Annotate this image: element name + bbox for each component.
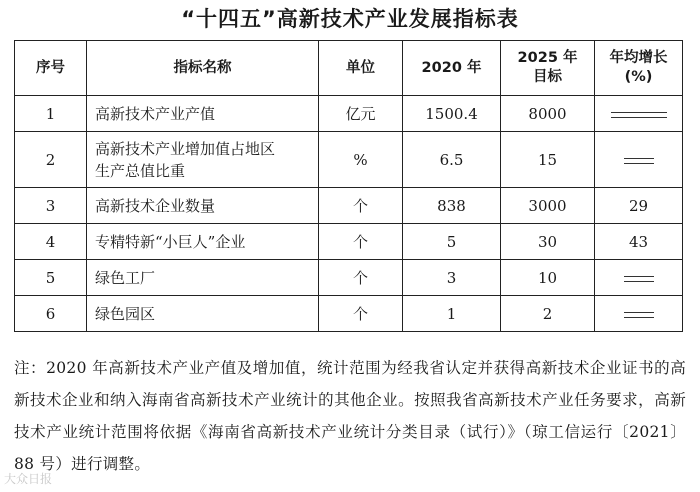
table-row bbox=[15, 132, 683, 188]
header-seq: 序号 bbox=[15, 41, 87, 96]
cell-growth: 29 bbox=[595, 188, 683, 224]
cell-unit: 个 bbox=[319, 260, 403, 296]
footnote: 注：2020 年高新技术产业产值及增加值，统计范围为经我省认定并获得高新技术企业证书的高新技术企业和纳入海南省高新技术产业统计的其他企业。按照我省高新技术产业任务要求，高新技术产业统计范围将依据《海南省高新技术产业统计分类目录（试行）》（琼工信运行〔2021〕88 号）进行调整。 bbox=[14, 359, 686, 473]
indicator-table bbox=[14, 40, 683, 332]
cell-unit: % bbox=[319, 132, 403, 188]
dash-mark bbox=[624, 312, 654, 318]
cell-seq: 4 bbox=[15, 224, 87, 260]
header-2025-line1: 2025 年 bbox=[517, 50, 578, 66]
cell-name: 专精特新“小巨人”企业 bbox=[87, 224, 319, 260]
cell-unit: 个 bbox=[319, 188, 403, 224]
cell-growth bbox=[595, 296, 683, 332]
cell-name: 高新技术企业数量 bbox=[87, 188, 319, 224]
cell-2025: 30 bbox=[501, 224, 595, 260]
header-growth-line1: 年均增长 bbox=[609, 50, 668, 66]
dash-mark bbox=[611, 112, 667, 118]
cell-growth bbox=[595, 96, 683, 132]
cell-name: 绿色工厂 bbox=[87, 260, 319, 296]
cell-name-line1: 高新技术产业增加值占地区 bbox=[95, 139, 276, 158]
cell-2025: 8000 bbox=[501, 96, 595, 132]
dash-mark bbox=[624, 276, 654, 282]
header-unit: 单位 bbox=[319, 41, 403, 96]
dash-mark bbox=[624, 158, 654, 164]
cell-name: 高新技术产业产值 bbox=[87, 96, 319, 132]
cell-2020: 6.5 bbox=[403, 132, 501, 188]
cell-seq: 2 bbox=[15, 132, 87, 188]
cell-seq: 1 bbox=[15, 96, 87, 132]
header-2020: 2020 年 bbox=[403, 41, 501, 96]
cell-growth: 43 bbox=[595, 224, 683, 260]
cell-2020: 5 bbox=[403, 224, 501, 260]
header-growth-line2: (%) bbox=[624, 69, 653, 85]
cell-seq: 6 bbox=[15, 296, 87, 332]
cell-2025: 2 bbox=[501, 296, 595, 332]
cell-2025: 10 bbox=[501, 260, 595, 296]
table-row bbox=[15, 96, 683, 132]
cell-unit: 个 bbox=[319, 224, 403, 260]
table-title: “十四五”高新技术产业发展指标表 bbox=[181, 7, 519, 31]
table-row bbox=[15, 224, 683, 260]
cell-growth bbox=[595, 132, 683, 188]
table-row bbox=[15, 260, 683, 296]
cell-2020: 1500.4 bbox=[403, 96, 501, 132]
cell-2025: 3000 bbox=[501, 188, 595, 224]
cell-2020: 3 bbox=[403, 260, 501, 296]
header-row bbox=[15, 41, 683, 96]
cell-seq: 3 bbox=[15, 188, 87, 224]
header-2025-line2: 目标 bbox=[533, 69, 562, 85]
header-2025 bbox=[501, 41, 595, 96]
table-row bbox=[15, 188, 683, 224]
cell-seq: 5 bbox=[15, 260, 87, 296]
table-row bbox=[15, 296, 683, 332]
cell-2020: 1 bbox=[403, 296, 501, 332]
header-name: 指标名称 bbox=[87, 41, 319, 96]
header-growth bbox=[595, 41, 683, 96]
cell-2020: 838 bbox=[403, 188, 501, 224]
cell-name-line2: 生产总值比重 bbox=[95, 161, 186, 180]
cell-growth bbox=[595, 260, 683, 296]
cell-2025: 15 bbox=[501, 132, 595, 188]
cell-unit: 亿元 bbox=[319, 96, 403, 132]
cell-unit: 个 bbox=[319, 296, 403, 332]
watermark: 大众日报 bbox=[4, 472, 53, 486]
cell-name: 绿色园区 bbox=[87, 296, 319, 332]
cell-name bbox=[87, 132, 319, 188]
